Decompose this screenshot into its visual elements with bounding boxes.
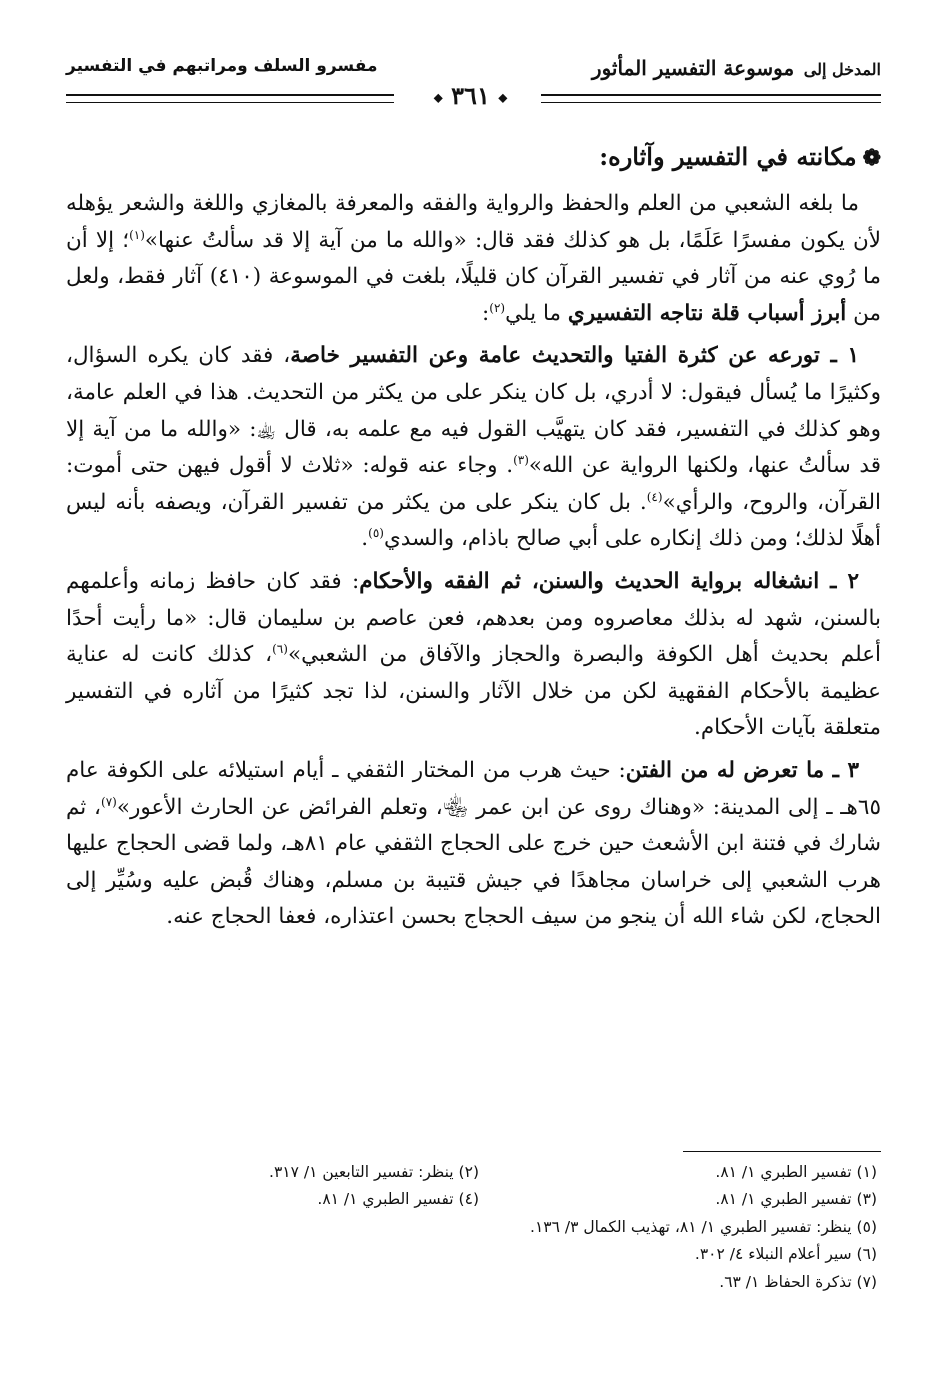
- section-heading: [599, 142, 881, 171]
- footnote-ref: (٤): [646, 489, 663, 504]
- text: ما بلغه الشعبي من العلم والحفظ والرواية والفقه والمعرفة بالمغازي واللغة والشعر يؤهله لأن يكون مفسرًا عَلَمًا، بل هو كذلك فقد قال: «والله ما من آية إلا قد سألتُ عنها»: [66, 191, 881, 253]
- header-prefix: المدخل إلى: [803, 60, 881, 79]
- ornament-icon: ◆: [498, 90, 508, 105]
- section-title: مكانته في التفسير وآثاره:: [599, 142, 857, 171]
- bold-phrase: أبرز أسباب قلة نتاجه التفسيري: [567, 300, 847, 326]
- footnote-ref: (٣): [513, 453, 529, 467]
- text: : حيث هرب من المختار الثقفي ـ أيام استيلائه على الكوفة عام ٦٥هـ ـ إلى المدينة: «وهناك روى عن ابن عمر ﵄، وتعلم الفرائض عن الحارث الأعور»: [66, 757, 881, 820]
- footnote: (٥) ينظر: تفسير الطبري ١/ ٨١، تهذيب الكمال ٣/ ١٣٦.: [530, 1217, 877, 1236]
- footnote-row: [66, 1186, 877, 1213]
- footnote-ref: (١): [129, 227, 145, 242]
- footnote: (٤) تفسير الطبري ١/ ٨١.: [317, 1190, 479, 1209]
- text: ، فقد كان يكره السؤال، وكثيرًا ما يُسأل فيقول: لا أدري، بل كان ينكر على من يكثر من التحديث. هذا في العلم عامة، وهو كذلك في التفسير، فقد كان يتهيَّب القول فيه مع علمه به، قال ﵀: «والله ما من آية إلا قد سألتُ عنها، ولكنها الرواية عن الله»: [66, 343, 881, 479]
- paragraph-reason-3: [66, 753, 881, 936]
- reason-heading: ١ ـ تورعه عن كثرة الفتيا والتحديث عامة وعن التفسير خاصة: [290, 343, 860, 369]
- text: . وجاء عنه قوله: «ثلاث لا أقول فيهن حتى أموت: القرآن، والروح، والرأي»: [66, 453, 882, 515]
- footnote-row: [66, 1214, 877, 1241]
- footnote-ref: (٥): [368, 526, 384, 541]
- footnote: (٦) سير أعلام النبلاء ٤/ ٣٠٢.: [694, 1245, 877, 1264]
- page-number-text: ٣٦١: [451, 81, 490, 110]
- footnote-ref: (٧): [101, 794, 117, 809]
- text: .: [361, 526, 369, 552]
- page-number: [406, 82, 535, 112]
- footnote-separator: [683, 1151, 881, 1152]
- text: ، ثم شارك في فتنة ابن الأشعث حين خرج على الحجاج الثقفي عام ٨١هـ، ولما قضى الحجاج عليها هرب الشعبي إلى خراسان مجاهدًا في جيش قتيبة بن مسلم، وهناك قُبض عليه وسُيِّر إلى الحجاج، لكن شاء الله أن ينجو من سيف الحجاج بحسن اعتذاره، فعفا الحجاج عنه.: [66, 794, 881, 930]
- footnote-row: [66, 1159, 877, 1186]
- footnotes: [66, 1159, 877, 1296]
- header-rule-right: [541, 94, 881, 103]
- footnote-ref: (٦): [272, 641, 288, 656]
- text: ما يلي: [505, 300, 568, 326]
- flower-bullet-icon: ❁: [862, 145, 881, 171]
- book-title-header: [592, 56, 881, 80]
- ornament-icon: ◆: [433, 90, 443, 105]
- text: ، كذلك كانت له عناية عظيمة بالأحكام الفقهية لكن من خلال الآثار والسنن، لذا تجد كثيرًا من آثاره في التفسير متعلقة بآيات الأحكام.: [66, 642, 881, 741]
- footnote: (٣) تفسير الطبري ١/ ٨١.: [715, 1190, 877, 1209]
- footnote-ref: (٢): [489, 300, 506, 315]
- book-title: موسوعة التفسير المأثور: [591, 56, 795, 80]
- footnote-row: [66, 1269, 877, 1296]
- footnote: (٢) ينظر: تفسير التابعين ١/ ٣١٧.: [269, 1163, 479, 1181]
- footnote: (١) تفسير الطبري ١/ ٨١.: [715, 1163, 877, 1181]
- paragraph-reason-2: [66, 564, 881, 747]
- text: : فقد كان حافظ زمانه وأعلمهم بالسنن، شهد له بذلك معاصروه ومن بعدهم، فعن عاصم بن سليمان قال: «ما رأيت أحدًا أعلم بحديث أهل الكوفة والبصرة والحجاز والآفاق من الشعبي»: [66, 568, 881, 668]
- chapter-title: مفسرو السلف ومراتبهم في التفسير: [66, 56, 378, 76]
- paragraph-intro: [66, 186, 881, 332]
- body-text: [66, 186, 881, 942]
- reason-heading: ٢ ـ انشغاله برواية الحديث والسنن، ثم الفقه والأحكام: [359, 568, 859, 594]
- text: :: [482, 300, 490, 326]
- text: ؛ إلا أن ما رُوي عنه من آثار في تفسير القرآن كان قليلًا، بلغت في الموسوعة (٤١٠) آثار فقط، ولعل من: [66, 227, 882, 326]
- reason-heading: ٣ ـ ما تعرض له من الفتن: [625, 757, 859, 783]
- text: . بل كان ينكر على من يكثر من تفسير القرآن، ويصفه بأنه ليس أهلًا لذلك؛ ومن ذلك إنكاره على أبي صالح باذام، والسدي: [66, 489, 881, 552]
- paragraph-reason-1: [66, 338, 881, 558]
- running-header: [66, 56, 881, 110]
- footnote-row: [66, 1241, 877, 1268]
- footnote: (٧) تذكرة الحفاظ ١/ ٦٣.: [719, 1272, 877, 1291]
- header-rule-left: [66, 94, 394, 103]
